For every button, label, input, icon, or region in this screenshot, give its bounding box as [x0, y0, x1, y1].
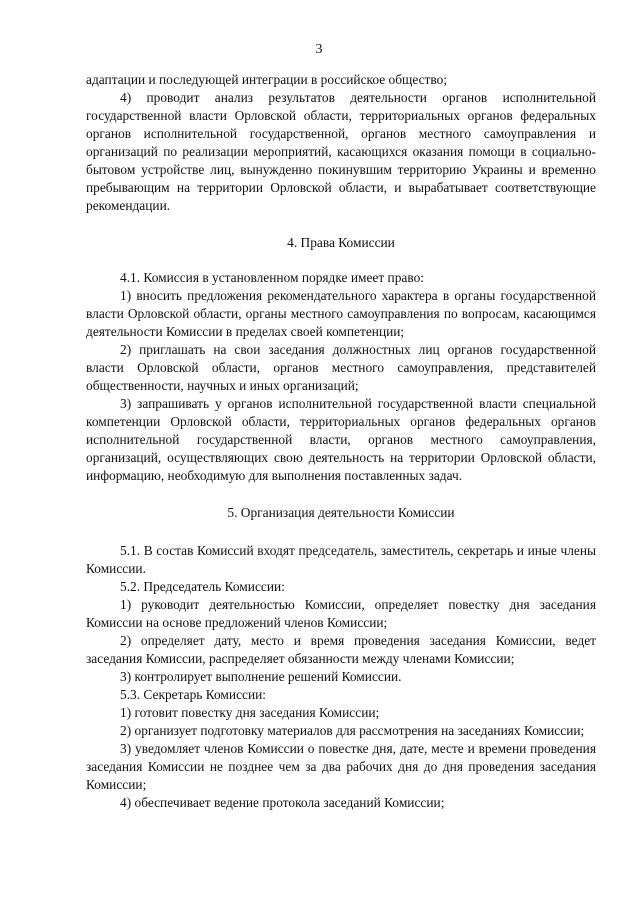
paragraph: 3) контролирует выполнение решений Комиссии. — [120, 669, 402, 684]
section-4-heading: 4. Права Комиссии — [287, 235, 395, 250]
paragraph: 1) вносить предложения рекомендательного характера в органы государственной власти Орловской области, органы местного самоуправления по вопросам, касающимся деятельности Комиссии в пределах своей компетенции; — [86, 288, 596, 339]
paragraph: 2) определяет дату, место и время проведения заседания Комиссии, ведет заседания Комиссии, распределяет обязанности между членами Комиссии; — [86, 633, 596, 666]
paragraph: адаптации и последующей интеграции в российское общество; — [86, 72, 448, 87]
paragraph: 4.1. Комиссия в установленном порядке имеет право: — [120, 270, 425, 285]
paragraph: 4) обеспечивает ведение протокола заседаний Комиссии; — [120, 795, 445, 810]
paragraph: 2) организует подготовку материалов для рассмотрения на заседаниях Комиссии; — [120, 723, 585, 738]
paragraph: 3) уведомляет членов Комиссии о повестке дня, дате, месте и времени проведения заседания Комиссии не позднее чем за два рабочих дня до дня проведения заседания Комиссии; — [86, 741, 596, 792]
section-5-heading: 5. Организация деятельности Комиссии — [227, 505, 455, 520]
paragraph: 1) руководит деятельностью Комиссии, определяет повестку дня заседания Комиссии на основе предложений членов Комиссии; — [86, 597, 596, 630]
paragraph: 1) готовит повестку дня заседания Комиссии; — [120, 705, 380, 720]
paragraph: 4) проводит анализ результатов деятельности органов исполнительной государственной власти Орловской области, территориальных органов федеральных органов исполнительной государственной, органов местного самоуправления и организаций по реализации мероприятий, касающихся оказания помощи в социально-бытовом устройстве лиц, вынужденно покинувшим территорию Украины и временно пребывающим на территории Орловской области, и вырабатывает соответствующие рекомендации. — [86, 90, 596, 213]
paragraph: 5.1. В состав Комиссий входят председатель, заместитель, секретарь и иные члены Комиссии. — [86, 543, 596, 576]
document-body — [86, 71, 596, 812]
paragraph: 5.2. Председатель Комиссии: — [120, 579, 285, 594]
paragraph: 5.3. Секретарь Комиссии: — [120, 687, 267, 702]
paragraph: 3) запрашивать у органов исполнительной государственной власти специальной компетенции Орловской области, территориальных органов федеральных органов исполнительной государственной власти, органов местного самоуправления, организаций, осуществляющих свою деятельность на территории Орловской области, информацию, необходимую для выполнения поставленных задач. — [86, 396, 596, 483]
paragraph: 2) приглашать на свои заседания должностных лиц органов государственной власти Орловской области, органов местного самоуправления, представителей общественности, научных и иных организаций; — [86, 342, 596, 393]
page-number: 3 — [315, 42, 323, 57]
